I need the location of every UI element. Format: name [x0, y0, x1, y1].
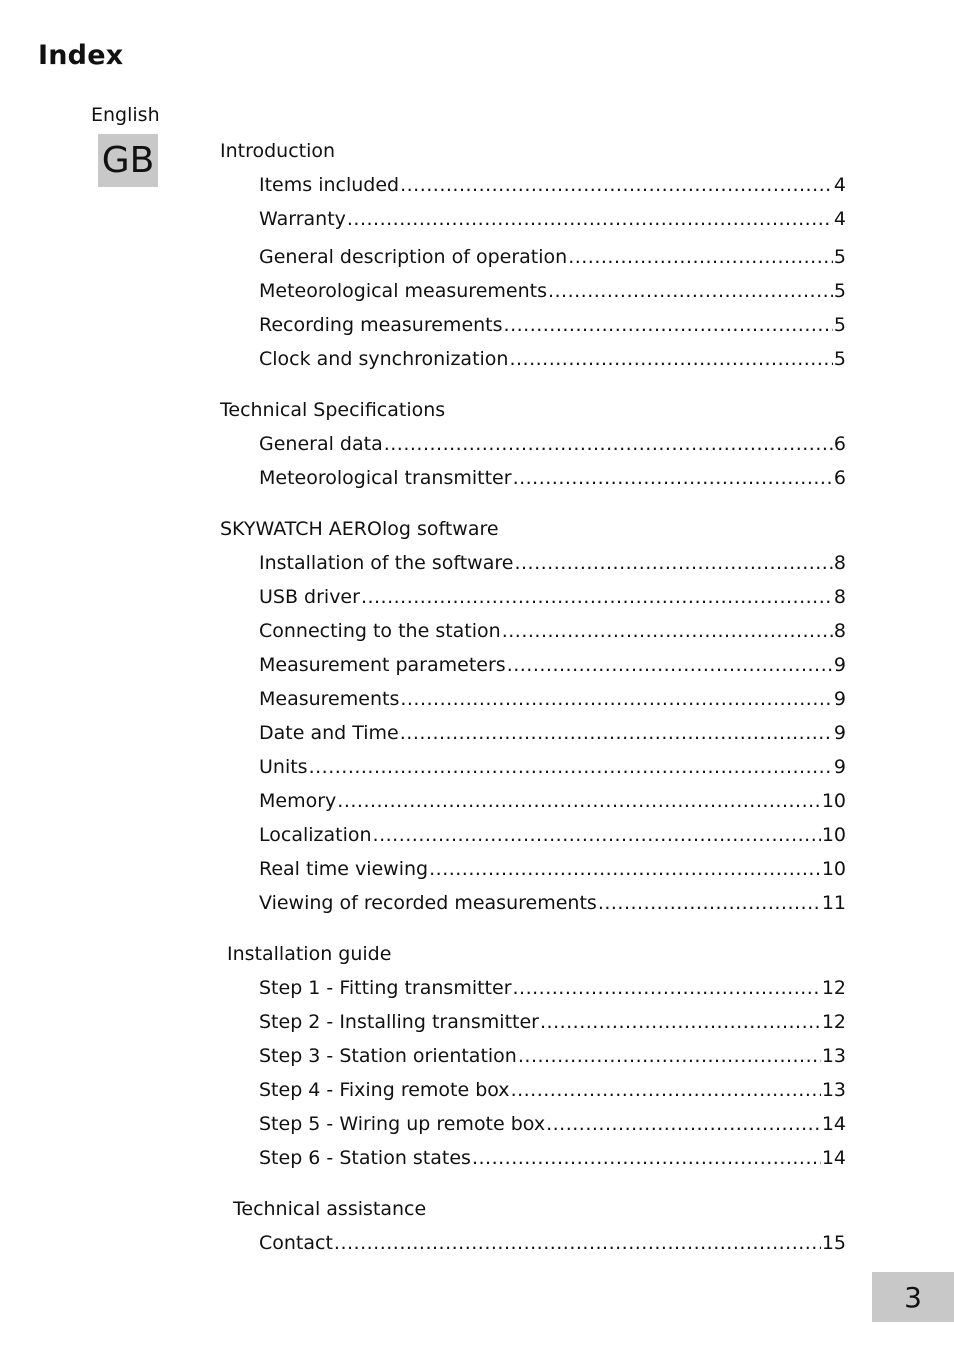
toc-entry[interactable]: [259, 549, 846, 583]
toc-leader-dots: [507, 651, 833, 679]
toc-entry-page: 8: [833, 620, 846, 642]
toc-entry-page: 8: [833, 586, 846, 608]
toc-leader-dots: [518, 1042, 821, 1070]
toc-entry[interactable]: [259, 583, 846, 617]
toc-entry-page: 5: [833, 246, 846, 268]
toc-section-title: Installation guide: [227, 943, 392, 965]
toc-entry-page: 15: [821, 1232, 846, 1254]
toc-leader-dots: [504, 311, 833, 339]
toc-entry-label: Step 4 - Fixing remote box: [259, 1079, 510, 1101]
toc-leader-dots: [334, 1229, 821, 1257]
language-label: English: [91, 104, 160, 126]
toc-entry-page: 6: [833, 467, 846, 489]
toc-entry[interactable]: [259, 855, 846, 889]
toc-entry-page: 12: [821, 977, 846, 999]
toc-leader-dots: [361, 583, 833, 611]
toc-leader-dots: [502, 617, 833, 645]
toc-entry[interactable]: [259, 889, 846, 923]
toc-entry[interactable]: [259, 719, 846, 753]
toc-leader-dots: [568, 243, 833, 271]
toc-entry[interactable]: [259, 821, 846, 855]
toc-entry-page: 10: [821, 824, 846, 846]
toc-entry-label: Viewing of recorded measurements: [259, 892, 597, 914]
toc-entry-page: 5: [833, 314, 846, 336]
toc-entry-page: 13: [821, 1079, 846, 1101]
toc-leader-dots: [472, 1144, 821, 1172]
toc-entry-page: 10: [821, 858, 846, 880]
toc-section-title: Technical Specifications: [220, 399, 446, 421]
toc-section: [220, 137, 846, 379]
toc-entry[interactable]: [259, 1144, 846, 1178]
toc-leader-dots: [337, 787, 821, 815]
toc-leader-dots: [429, 855, 821, 883]
toc-entry-page: 9: [833, 756, 846, 778]
toc-leader-dots: [309, 753, 833, 781]
toc-entry-label: Memory: [259, 790, 337, 812]
toc-leader-dots: [400, 719, 833, 747]
toc-section: [220, 940, 846, 1178]
toc-entry-label: Clock and synchronization: [259, 348, 509, 370]
toc-entry[interactable]: [259, 345, 846, 379]
toc-entry-page: 5: [833, 280, 846, 302]
toc-entry[interactable]: [259, 171, 846, 205]
toc-leader-dots: [509, 345, 832, 373]
toc-leader-dots: [513, 464, 833, 492]
toc-entry[interactable]: [259, 1076, 846, 1110]
toc-entry-page: 11: [821, 892, 846, 914]
toc-entry-label: Units: [259, 756, 308, 778]
toc-entry-page: 6: [833, 433, 846, 455]
toc-entry-label: Step 3 - Station orientation: [259, 1045, 517, 1067]
page-title: Index: [38, 40, 124, 71]
toc-entry-label: Meteorological transmitter: [259, 467, 512, 489]
toc-entry-label: General description of operation: [259, 246, 568, 268]
toc-leader-dots: [400, 685, 833, 713]
toc-entry-page: 8: [833, 552, 846, 574]
toc-entry-page: 5: [833, 348, 846, 370]
toc-entry[interactable]: [259, 617, 846, 651]
toc-entry[interactable]: [259, 464, 846, 498]
toc-entry-page: 9: [833, 688, 846, 710]
toc-section: [220, 1195, 846, 1263]
toc-section-title: Technical assistance: [233, 1198, 427, 1220]
toc-entry-page: 9: [833, 722, 846, 744]
toc-entry-label: Localization: [259, 824, 372, 846]
toc-entry-page: 14: [821, 1113, 846, 1135]
toc-entry-label: Connecting to the station: [259, 620, 501, 642]
toc-entry-label: Warranty: [259, 208, 346, 230]
table-of-contents: [220, 137, 846, 1280]
language-badge: GB: [98, 134, 158, 187]
toc-entry[interactable]: [259, 311, 846, 345]
toc-entry[interactable]: [259, 651, 846, 685]
toc-entry[interactable]: [259, 205, 846, 239]
toc-entry-label: Measurement parameters: [259, 654, 506, 676]
toc-leader-dots: [514, 549, 832, 577]
toc-entry[interactable]: [259, 685, 846, 719]
toc-entry-label: Step 6 - Station states: [259, 1147, 471, 1169]
toc-entry-label: Step 2 - Installing transmitter: [259, 1011, 539, 1033]
toc-entry-label: Meteorological measurements: [259, 280, 547, 302]
toc-entry-page: 4: [833, 208, 846, 230]
toc-leader-dots: [400, 171, 833, 199]
toc-leader-dots: [546, 1110, 821, 1138]
toc-entry-label: Step 5 - Wiring up remote box: [259, 1113, 546, 1135]
toc-entry-label: Real time viewing: [259, 858, 429, 880]
toc-leader-dots: [384, 430, 833, 458]
toc-entry-label: Step 1 - Fitting transmitter: [259, 977, 512, 999]
toc-entry-label: USB driver: [259, 586, 360, 608]
toc-entry-label: Contact: [259, 1232, 333, 1254]
toc-entry-page: 9: [833, 654, 846, 676]
toc-section-title: SKYWATCH AEROlog software: [220, 518, 499, 540]
toc-entry-label: Date and Time: [259, 722, 399, 744]
toc-entry[interactable]: [259, 787, 846, 821]
toc-entry[interactable]: [259, 1110, 846, 1144]
toc-entry-page: 10: [821, 790, 846, 812]
toc-entry-page: 14: [821, 1147, 846, 1169]
toc-entry-page: 4: [833, 174, 846, 196]
toc-leader-dots: [548, 277, 833, 305]
toc-entry-label: Items included: [259, 174, 400, 196]
toc-leader-dots: [511, 1076, 821, 1104]
toc-leader-dots: [598, 889, 821, 917]
toc-section-title: Introduction: [220, 140, 336, 162]
toc-entry-page: 13: [821, 1045, 846, 1067]
toc-leader-dots: [540, 1008, 821, 1036]
toc-entry-label: Installation of the software: [259, 552, 514, 574]
toc-entry[interactable]: [259, 1008, 846, 1042]
toc-entry[interactable]: [259, 243, 846, 277]
toc-leader-dots: [347, 205, 833, 233]
toc-section: [220, 515, 846, 923]
toc-entry-label: Measurements: [259, 688, 400, 710]
toc-entry[interactable]: [259, 1042, 846, 1076]
toc-entry[interactable]: [259, 753, 846, 787]
toc-leader-dots: [373, 821, 821, 849]
page-number-badge: 3: [872, 1272, 954, 1322]
toc-entry-page: 12: [821, 1011, 846, 1033]
toc-entry[interactable]: [259, 1229, 846, 1263]
toc-entry[interactable]: [259, 277, 846, 311]
toc-entry[interactable]: [259, 430, 846, 464]
toc-section: [220, 396, 846, 498]
toc-entry[interactable]: [259, 974, 846, 1008]
toc-leader-dots: [513, 974, 821, 1002]
toc-entry-label: General data: [259, 433, 383, 455]
toc-entry-label: Recording measurements: [259, 314, 503, 336]
